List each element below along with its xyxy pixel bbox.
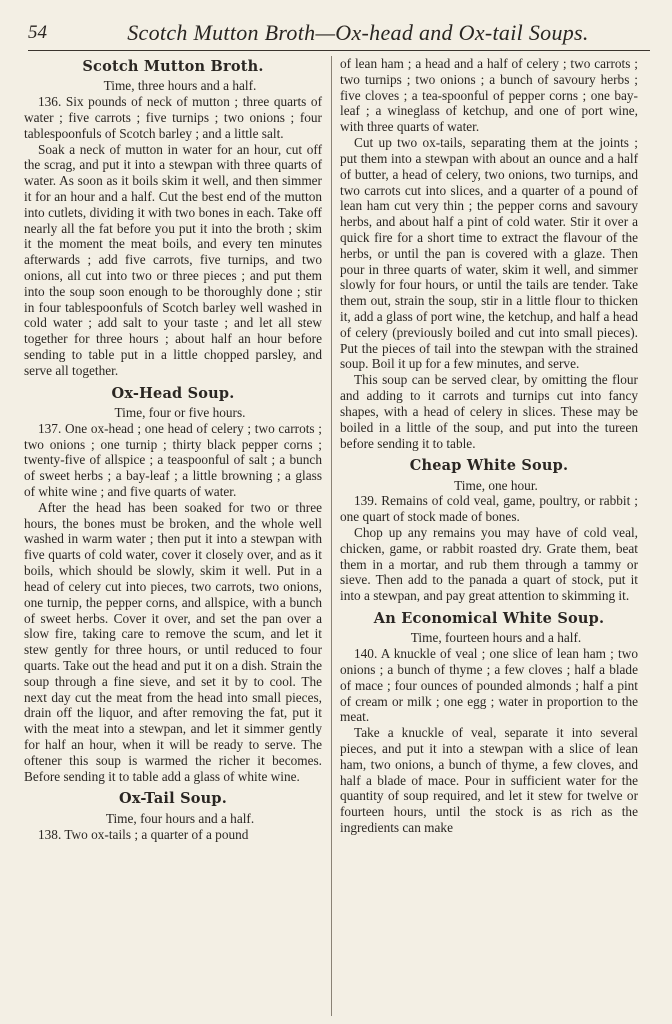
column-divider bbox=[331, 56, 332, 1016]
recipe-method: Cut up two ox-tails, separating them at the joints ; put them into a stewpan with about an ounce and a half of butter, a head of celery, two onions, two turnips, and two carrots cut into slices, and a quarter of a pound of lean ham cut very thin ; the pepper corns and savoury herbs, and about half a pint of cold water. Stir it over a quick fire for a short time to extract the flavour of the herbs, or until the pan is covered with a glaze. Then pour in three quarts of water, skim it well, and simmer slowly for four hours, or until the tails are tender. Take them out, strain the soup, stir in a little flour to thicken it, add a glass of port wine, the ketchup, and half a head of celery (previously boiled and cut into small pieces). Put the pieces of tail into the stewpan with the strained soup. Boil it up for a few minutes, and serve. bbox=[340, 135, 638, 372]
recipe-ingredients: 136. Six pounds of neck of mutton ; three quarts of water ; five carrots ; five turnips ; two onions ; four tablespoonfuls of Scotch barley ; and a little salt. bbox=[24, 94, 322, 141]
recipe-time: Time, three hours and a half. bbox=[103, 78, 257, 94]
left-column bbox=[24, 56, 322, 842]
recipe-time: Time, one hour. bbox=[454, 477, 538, 493]
recipe-note: This soup can be served clear, by omitting the flour and adding to it carrots and turnips cut into fancy shapes, with a head of celery in slices. These may be boiled in a little of the soup, and put into the tureen before sending it to table. bbox=[340, 372, 638, 451]
recipe-method: Take a knuckle of veal, separate it into several pieces, and put it into a stewpan with a slice of lean ham, two onions, a bunch of thyme, a few cloves, and half a blade of mace. Pour in sufficient water for the quantity of soup required, and let it stew for twelve or fourteen hours, until the stock is as rich as the ingredients can make bbox=[340, 725, 638, 836]
recipe-title: Ox-Tail Soup. bbox=[119, 790, 227, 808]
recipe-time: Time, four hours and a half. bbox=[105, 810, 255, 826]
recipe-ox-tail-soup-continued bbox=[340, 56, 638, 451]
right-column bbox=[340, 56, 638, 836]
recipe-ingredients: 139. Remains of cold veal, game, poultry, or rabbit ; one quart of stock made of bones. bbox=[340, 493, 638, 525]
running-title: Scotch Mutton Broth—Ox-head and Ox-tail Soups. bbox=[127, 20, 589, 45]
recipe-title: An Economical White Soup. bbox=[373, 610, 605, 628]
recipe-economical-white-soup bbox=[340, 610, 638, 836]
recipe-ingredients: 140. A knuckle of veal ; one slice of lean ham ; two onions ; a bunch of thyme ; a few cloves ; half a blade of mace ; four ounces of pounded almonds ; half a pint of cream or milk ; one egg ; water in proportion to the meat. bbox=[340, 646, 638, 725]
page-number: 54 bbox=[28, 22, 47, 43]
recipe-time: Time, four or five hours. bbox=[114, 404, 246, 420]
recipe-ingredients: 138. Two ox-tails ; a quarter of a pound bbox=[38, 826, 249, 842]
recipe-scotch-mutton-broth bbox=[24, 58, 322, 379]
recipe-ingredients-continued: of lean ham ; a head and a half of celery ; two carrots ; two turnips ; two onions ; a bunch of savoury herbs ; five cloves ; a tea-spoonful of pepper corns ; one bay-leaf ; a wineglass of ketchup, and one of port wine, with three quarts of water. bbox=[340, 56, 638, 135]
recipe-title: Ox-Head Soup. bbox=[111, 384, 235, 402]
recipe-ingredients: 137. One ox-head ; one head of celery ; two carrots ; two onions ; one turnip ; thirty black pepper corns ; twenty-five of allspice ; a teaspoonful of salt ; a bunch of sweet herbs ; a bay-leaf ; a little browning ; a glass of white wine ; and five quarts of water. bbox=[24, 420, 322, 499]
recipe-title: Scotch Mutton Broth. bbox=[82, 58, 264, 75]
recipe-time: Time, fourteen hours and a half. bbox=[410, 630, 582, 646]
recipe-method: Chop up any remains you may have of cold veal, chicken, game, or rabbit roasted dry. Grate them, beat them in a mortar, and rub them through a tammy or sieve. Then add to the panada a quart of stock, put it into a stewpan, and pay great attention to skimming it. bbox=[340, 525, 638, 604]
recipe-method: Soak a neck of mutton in water for an hour, cut off the scrag, and put it into a stewpan with three quarts of water. As soon as it boils skim it well, and then simmer it for an hour and a half. Cut the best end of the mutton into cutlets, dividing it with two bones in each. Take off nearly all the fat before you put it into the broth ; skim it the moment the meat boils, and every ten minutes afterwards ; add five carrots, five turnips, and two onions, all cut into two or three pieces ; and put them into the soup soon enough to be thoroughly done ; stir in four tablespoonfuls of Scotch barley well washed in cold water ; add salt to your taste ; and let all stew together for three hours ; about half an hour before sending to table put in a little chopped parsley, and serve all together. bbox=[24, 141, 322, 378]
recipe-ox-tail-soup bbox=[24, 790, 322, 842]
recipe-cheap-white-soup bbox=[340, 457, 638, 604]
page-header bbox=[28, 20, 650, 51]
recipe-title: Cheap White Soup. bbox=[409, 457, 569, 475]
recipe-method: After the head has been soaked for two or three hours, the bones must be broken, and the whole well washed in warm water ; then put it into a stewpan with five quarts of cold water, cover it closely over, and as it boils, which should be slowly, skim it well. Put in a head of celery cut into pieces, two carrots, two onions, one turnip, the pepper corns, and allspice, with a bunch of sweet herbs. Cover it over, and set the pan over a slow fire, taking care to remove the scum, and let it stew gently for three hours, or until reduced to four quarts. Take out the head and put it on a dish. Strain the soup through a fine sieve, and set it by to cool. The next day cut the meat from the head into small pieces, drain off the liquor, and after removing the fat, put it with the meat into a stewpan, and let it simmer gently for half an hour, when it will be ready to serve. The oftener this soup is warmed the richer it becomes. Before sending it to table add a glass of white wine. bbox=[24, 499, 322, 784]
recipe-ox-head-soup bbox=[24, 385, 322, 785]
